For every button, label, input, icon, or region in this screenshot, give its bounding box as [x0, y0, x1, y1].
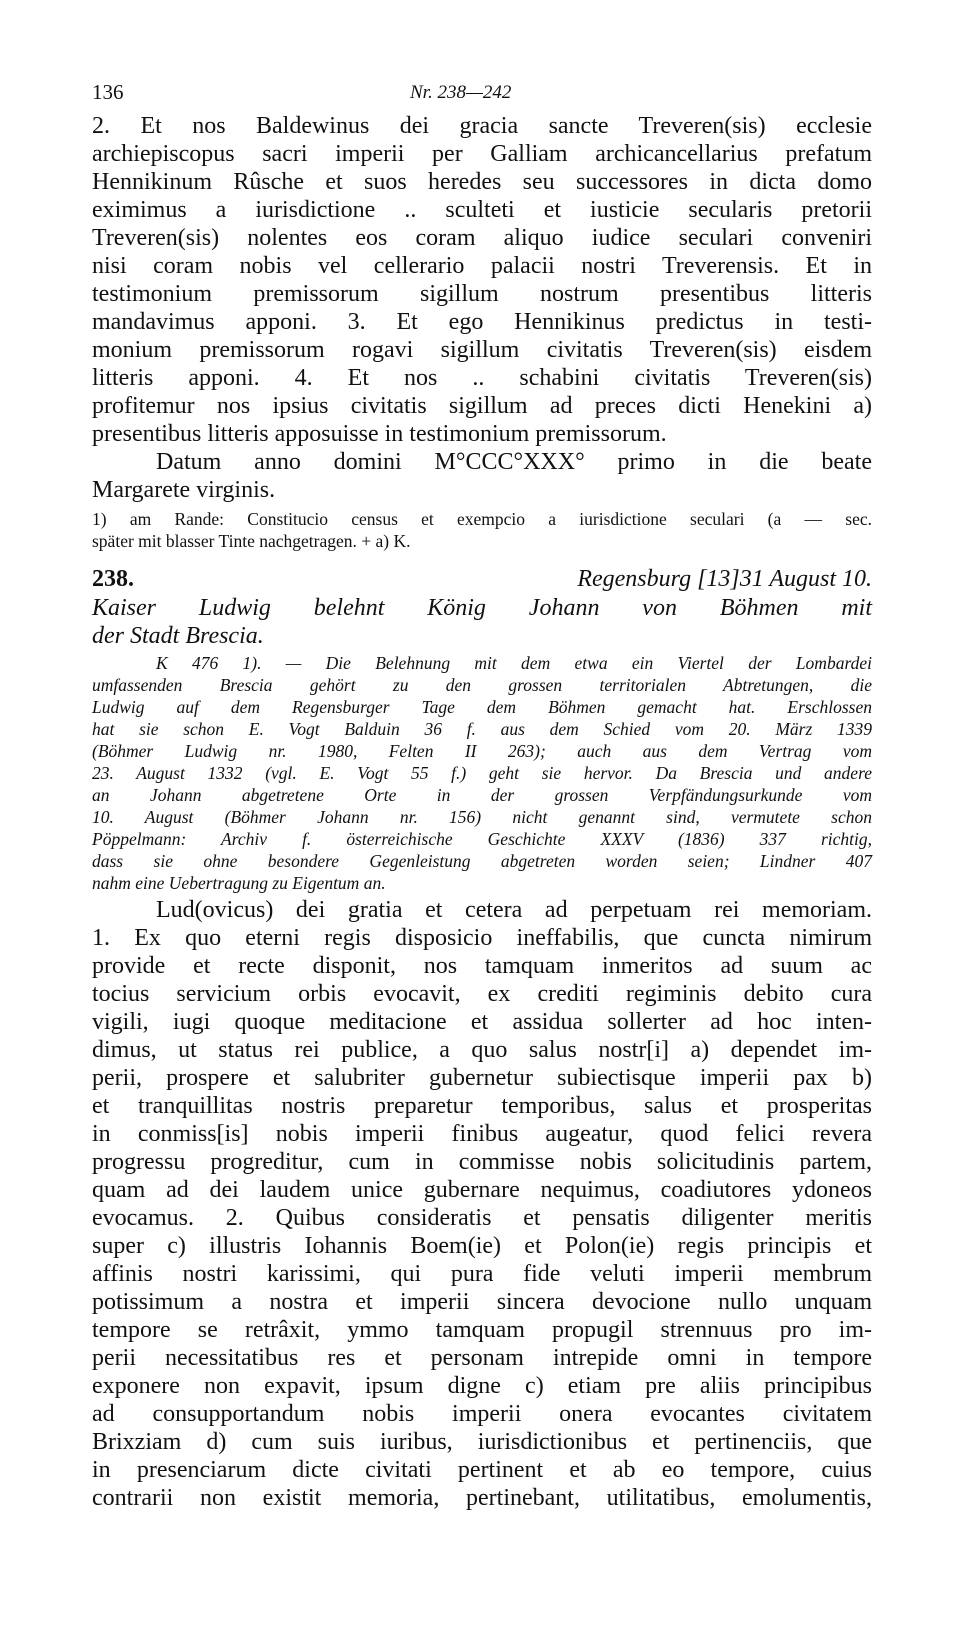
- entry-heading: [92, 564, 872, 594]
- text-line: ad consupportandum nobis imperii onera evocantes civitatem: [92, 1401, 872, 1427]
- page-number: 136: [92, 80, 124, 104]
- commentary-line: umfassenden Brescia gehört zu den grossen territorialen Abtretungen, die: [92, 675, 872, 695]
- commentary-line: Pöppelmann: Archiv f. österreichische Geschichte XXXV (1836) 337 richtig,: [92, 829, 872, 849]
- commentary-line: 23. August 1332 (vgl. E. Vogt 55 f.) geht sie hervor. Da Brescia und andere: [92, 763, 872, 783]
- text-line: Lud(ovicus) dei gratia et cetera ad perpetuam rei memoriam.: [156, 897, 872, 923]
- text-line: progressu progreditur, cum in commisse nobis solicitudinis partem,: [92, 1149, 872, 1175]
- footnote-line: 1) am Rande: Constitucio census et exempcio a iurisdictione seculari (a — sec.: [92, 509, 872, 529]
- text-line: provide et recte disponit, nos tamquam inmeritos ad suum ac: [92, 953, 872, 979]
- text-line: super c) illustris Iohannis Boem(ie) et Polon(ie) regis principis et: [92, 1233, 872, 1259]
- commentary-line: K 476 1). — Die Belehnung mit dem etwa ein Viertel der Lombardei: [156, 653, 872, 673]
- regest-line: der Stadt Brescia.: [92, 623, 264, 649]
- text-line: Hennikinum Rûsche et suos heredes seu successores in dicta domo: [92, 169, 872, 195]
- text-line: archiepiscopus sacri imperii per Galliam archicancellarius prefatum: [92, 141, 872, 167]
- text-line: 2. Et nos Baldewinus dei gracia sancte Treveren(sis) ecclesie: [92, 113, 872, 139]
- commentary-line: 10. August (Böhmer Johann nr. 156) nicht genannt sind, vermutete schon: [92, 807, 872, 827]
- commentary-line: nahm eine Uebertragung zu Eigentum an.: [92, 873, 386, 893]
- datum-line: Datum anno domini M°CCC°XXX° primo in die beate: [156, 449, 872, 475]
- page-header: [92, 70, 872, 110]
- previous-footnotes: [92, 508, 872, 552]
- text-line: exponere non expavit, ipsum digne c) etiam pre aliis principibus: [92, 1373, 872, 1399]
- text-line: Brixziam d) cum suis iuribus, iurisdictionibus et pertinenciis, que: [92, 1429, 872, 1455]
- commentary-line: (Böhmer Ludwig nr. 1980, Felten II 263); auch aus dem Vertrag vom: [92, 741, 872, 761]
- entry-document-text: [92, 896, 872, 1512]
- text-line: affinis nostri karissimi, qui pura fide veluti imperii membrum: [92, 1261, 872, 1287]
- text-line: 1. Ex quo eterni regis disposicio ineffabilis, que cuncta nimirum: [92, 925, 872, 951]
- text-line: in presenciarum dicte civitati pertinent et ab eo tempore, cuius: [92, 1457, 872, 1483]
- text-line: Treveren(sis) nolentes eos coram aliquo iudice seculari conveniri: [92, 225, 872, 251]
- text-line: tempore se retrâxit, ymmo tamquam propugil strennuus pro im-: [92, 1317, 872, 1343]
- text-line: evocamus. 2. Quibus consideratis et pensatis diligenter meritis: [92, 1205, 872, 1231]
- text-line: presentibus litteris apposuisse in testimonium premissorum.: [92, 421, 667, 447]
- text-line: profitemur nos ipsius civitatis sigillum ad preces dicti Henekini a): [92, 393, 872, 419]
- text-line: vigili, iugi quoque meditacione et assidua sollerter ad hoc inten-: [92, 1009, 872, 1035]
- running-head: Nr. 238—242: [410, 82, 512, 103]
- text-line: in conmiss[is] nobis imperii finibus augeatur, quod felici revera: [92, 1121, 872, 1147]
- text-line: litteris apponi. 4. Et nos .. schabini civitatis Treveren(sis): [92, 365, 872, 391]
- text-line: perii necessitatibus res et personam intrepide omni in tempore: [92, 1345, 872, 1371]
- datum-line: Margarete virginis.: [92, 477, 276, 503]
- text-line: testimonium premissorum sigillum nostrum presentibus litteris: [92, 281, 872, 307]
- footnote-line: später mit blasser Tinte nachgetragen. + a) K.: [92, 531, 411, 551]
- commentary-line: Ludwig auf dem Regensburger Tage dem Böhmen gemacht hat. Erschlossen: [92, 697, 872, 717]
- text-line: dimus, ut status rei publice, a quo salus nostr[i] a) dependet im-: [92, 1037, 872, 1063]
- commentary-line: an Johann abgetretene Orte in der grossen Verpfändungsurkunde vom: [92, 785, 872, 805]
- text-line: et tranquillitas nostris preparetur temporibus, salus et prosperitas: [92, 1093, 872, 1119]
- text-line: tocius servicium orbis evocavit, ex crediti regiminis debito cura: [92, 981, 872, 1007]
- text-line: nisi coram nobis vel cellerario palacii nostri Treverensis. Et in: [92, 253, 872, 279]
- previous-document-text: [92, 112, 872, 504]
- document-page: [92, 70, 872, 1512]
- text-line: eximimus a iurisdictione .. sculteti et iusticie secularis pretorii: [92, 197, 872, 223]
- regest-line: Kaiser Ludwig belehnt König Johann von Böhmen mit: [92, 595, 872, 621]
- entry-number: 238.: [92, 566, 134, 592]
- text-line: potissimum a nostra et imperii sincera devocione nullo unquam: [92, 1289, 872, 1315]
- commentary-line: dass sie ohne besondere Gegenleistung abgetreten worden seien; Lindner 407: [92, 851, 872, 871]
- text-line: mandavimus apponi. 3. Et ego Hennikinus predictus in testi-: [92, 309, 872, 335]
- commentary-line: hat sie schon E. Vogt Balduin 36 f. aus dem Schied vom 20. März 1339: [92, 719, 872, 739]
- entry-place-date: Regensburg [13]31 August 10.: [577, 566, 872, 592]
- entry-regest: [92, 594, 872, 650]
- text-line: perii, prospere et salubriter gubernetur subiectisque imperii pax b): [92, 1065, 872, 1091]
- text-line: contrarii non existit memoria, pertinebant, utilitatibus, emolumentis,: [92, 1485, 872, 1511]
- text-line: monium premissorum rogavi sigillum civitatis Treveren(sis) eisdem: [92, 337, 872, 363]
- text-line: quam ad dei laudem unice gubernare nequimus, coadiutores ydoneos: [92, 1177, 872, 1203]
- entry-commentary: [92, 652, 872, 894]
